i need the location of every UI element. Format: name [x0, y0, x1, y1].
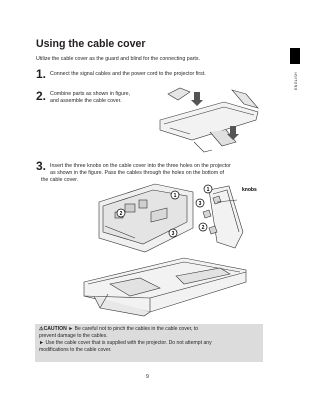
caution-label: CAUTION [43, 326, 67, 332]
step-3-number: 3. [36, 159, 47, 173]
caution-text-1: ► Be careful not to pinch the cables in the cable cover, to [68, 326, 199, 332]
caution-line-4: modifications to the cable cover. [39, 347, 112, 353]
step-1-number: 1. [36, 67, 47, 81]
callout-1-right: 1 [206, 187, 210, 193]
section-title: Using the cable cover [36, 38, 146, 50]
callout-1-left: 1 [173, 193, 177, 199]
step-2-number: 2. [36, 89, 47, 103]
page-number: 9 [146, 374, 149, 380]
step-1-text: Connect the signal cables and the power cord to the projector first. [50, 71, 206, 77]
callout-2-left: 2 [119, 211, 123, 217]
language-label: ENGLISH [294, 72, 298, 90]
caution-box [35, 324, 263, 362]
cable-cover-assembly-figure [150, 82, 265, 154]
step-3-line-2: as shown in the figure. Pass the cables through the holes on the bottom of [50, 170, 225, 176]
callout-3-right: 3 [198, 201, 202, 207]
step-3-line-3: the cable cover. [41, 177, 79, 183]
step-2-line-2: and assemble the cable cover. [50, 98, 122, 104]
callout-3-left: 3 [171, 231, 175, 237]
step-2-line-1: Combine parts as shown in figure, [50, 91, 131, 97]
caution-line-3: ► Use the cable cover that is supplied with the projector. Do not attempt any [39, 340, 212, 346]
language-tab-marker [290, 48, 300, 64]
caution-warning-icon: ⚠ [39, 326, 44, 332]
knobs-label: knobs [242, 187, 257, 193]
step-3-line-1: Insert the three knobs on the cable cover into the three holes on the projector [50, 163, 231, 169]
assembled-projector-figure [80, 254, 250, 320]
intro-text: Utilize the cable cover as the guard and blind for the connecting parts. [36, 56, 201, 62]
projector-holes-figure [95, 182, 195, 254]
callout-2-right: 2 [201, 225, 205, 231]
caution-line-1 [39, 326, 259, 333]
cable-cover-knobs-figure [195, 182, 270, 254]
caution-line-2: prevent damage to the cables. [39, 333, 108, 339]
